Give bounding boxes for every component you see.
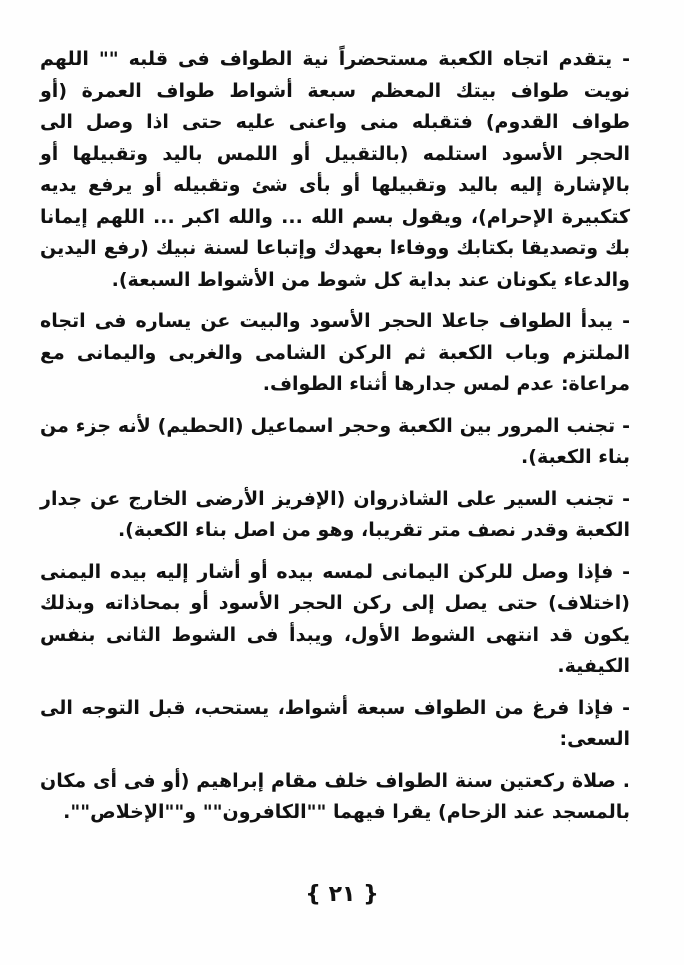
paragraph-after-tawaf: - فإذا فرغ من الطواف سبعة أشواط، يستحب، قبل التوجه الى السعى: — [40, 696, 630, 750]
page-number: { ٢١ } — [305, 882, 379, 907]
paragraph-tawaf-intention: - يتقدم اتجاه الكعبة مستحضراً نية الطواف فى قلبه "" اللهم نويت طواف بيتك المعظم سبعة أشواط طواف العمرة (أو طواف القدوم) فتقبله منى واعنى عليه حتى اذا وصل الى الحجر الأسود استلمه (بالتقبيل أو اللمس باليد وتقبيلها أو بالإشارة إليه باليد وتقبيلها أو بأى شئ وتقبيله أو يرفع يديه كتكبيرة الإحرام)، ويقول بسم الله ... والله اكبر ... اللهم إيمانا بك وتصديقا بكتابك ووفاءا بعهدك وإتباعا لسنة نبيك (رفع اليدين والدعاء يكونان عند بداية كل شوط من الأشواط السبعة). — [40, 48, 630, 291]
paragraph-two-rakaat: . صلاة ركعتين سنة الطواف خلف مقام إبراهيم (أو فى أى مكان بالمسجد عند الزحام) يقرا فيهما ""الكافرون"" و""الإخلاص"". — [40, 769, 630, 823]
document-body — [40, 44, 630, 839]
paragraph-avoid-shadharwan: - تجنب السير على الشاذروان (الإفريز الأرضى الخارج عن جدار الكعبة وقدر نصف متر تقريبا، وهو من اصل بناء الكعبة). — [40, 487, 630, 541]
paragraph-yamani-corner: - فإذا وصل للركن اليمانى لمسه بيده أو أشار إليه بيده اليمنى (اختلاف) حتى يصل إلى ركن الحجر الأسود أو بمحاذاته وبذلك يكون قد انتهى الشوط الأول، ويبدأ فى الشوط الثانى بنفس الكيفية. — [40, 560, 630, 677]
paragraph-tawaf-start: - يبدأ الطواف جاعلا الحجر الأسود والبيت عن يساره فى اتجاه الملتزم وباب الكعبة ثم الركن الشامى والغربى واليمانى مع مراعاة: عدم لمس جدارها أثناء الطواف. — [40, 310, 630, 395]
paragraph-avoid-hatim: - تجنب المرور بين الكعبة وحجر اسماعيل (الحطيم) لأنه جزء من بناء الكعبة). — [40, 414, 630, 468]
